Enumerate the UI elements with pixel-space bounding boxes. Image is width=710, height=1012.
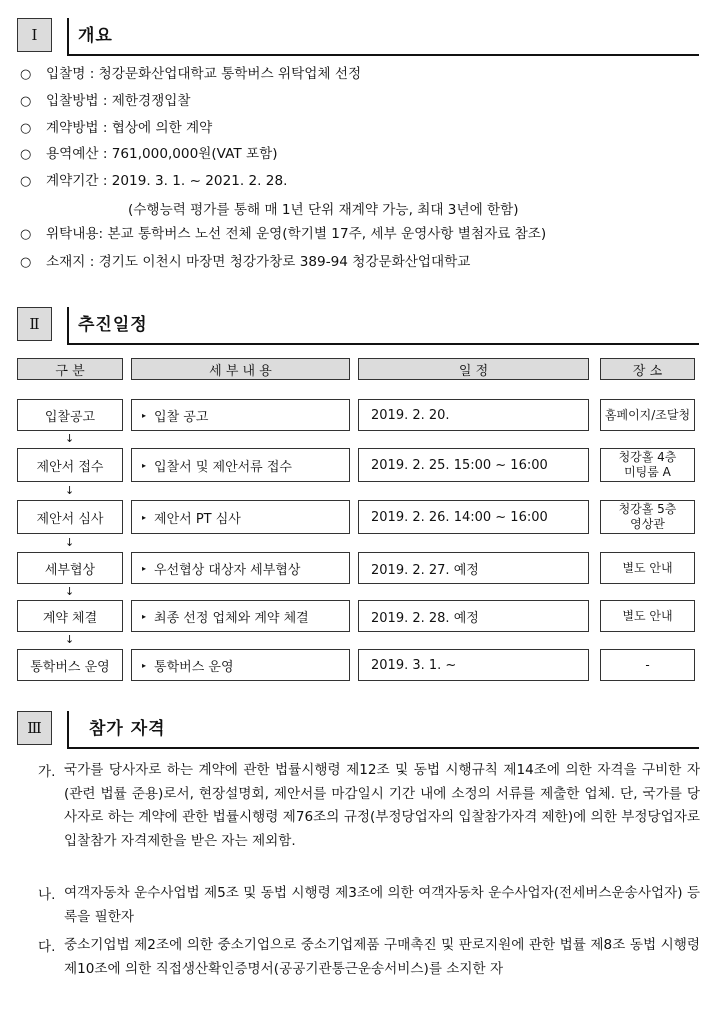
schedule-place-line: 청강홀 5층	[618, 502, 677, 516]
circle-bullet-icon: ○	[20, 94, 32, 109]
schedule-place	[600, 649, 695, 681]
section-1-number: Ⅰ	[17, 18, 52, 52]
schedule-stage: 계약 체결	[17, 600, 123, 632]
section-3-title: 참가 자격	[89, 719, 166, 739]
contract-period-note: (수행능력 평가를 통해 매 1년 단위 재계약 가능, 최대 3년에 한함)	[128, 202, 519, 218]
overview-item-contract-period	[20, 170, 287, 192]
section-1-title: 개요	[78, 26, 113, 46]
section-underline	[67, 54, 699, 56]
schedule-header-place: 장 소	[600, 358, 695, 380]
section-divider	[67, 307, 69, 343]
schedule-place	[600, 448, 695, 482]
schedule-detail-text: 입찰서 및 제안서류 접수	[154, 459, 292, 475]
overview-item-bid-name	[20, 63, 361, 85]
schedule-place-line: 청강홀 4층	[618, 450, 677, 464]
schedule-date: 2019. 2. 25. 15:00 ~ 16:00	[358, 448, 589, 482]
triangle-bullet-icon: ▸	[142, 512, 147, 522]
schedule-place-line: 홈페이지/조달청	[604, 407, 691, 422]
schedule-detail-text: 최종 선정 업체와 계약 체결	[154, 610, 309, 626]
schedule-place	[600, 552, 695, 584]
schedule-detail	[131, 500, 350, 534]
qualification-label: 가.	[38, 764, 56, 780]
schedule-date: 2019. 2. 28. 예정	[358, 600, 589, 632]
schedule-detail	[131, 448, 350, 482]
section-divider	[67, 18, 69, 54]
triangle-bullet-icon: ▸	[142, 563, 147, 573]
overview-text: 소재지 : 경기도 이천시 마장면 청강가창로 389-94 청강문화산업대학교	[46, 254, 471, 270]
qualification-text: 국가를 당사자로 하는 계약에 관한 법률시행령 제12조 및 동법 시행규칙 제14조에 의한 자격을 구비한 자(관련 법률 준용)로서, 현장설명회, 제안서를 마감일시 기간 내에 소정의 서류를 제출한 업체. 단, 국가를 당사자로 하는 계약에 관한 법률시행령 제76조의 규정(부정당업자의 입찰참가자격 제한)에 의한 부정당업자로 입찰참가 자격제한을 받은 자는 제외함.	[64, 762, 700, 849]
circle-bullet-icon: ○	[20, 147, 32, 162]
triangle-bullet-icon: ▸	[142, 611, 147, 621]
overview-item-location	[20, 251, 470, 273]
circle-bullet-icon: ○	[20, 255, 32, 270]
triangle-bullet-icon: ▸	[142, 460, 147, 470]
section-3-number: Ⅲ	[17, 711, 52, 745]
schedule-detail	[131, 600, 350, 632]
schedule-date: 2019. 2. 20.	[358, 399, 589, 431]
schedule-detail	[131, 552, 350, 584]
section-2-number: Ⅱ	[17, 307, 52, 341]
overview-text: 계약방법 : 협상에 의한 계약	[46, 120, 213, 136]
overview-text: 입찰명 : 청강문화산업대학교 통학버스 위탁업체 선정	[46, 66, 362, 82]
schedule-detail-text: 입찰 공고	[154, 409, 209, 425]
qualification-label: 다.	[38, 939, 56, 955]
schedule-place	[600, 600, 695, 632]
section-underline	[67, 747, 699, 749]
circle-bullet-icon: ○	[20, 227, 32, 242]
overview-text: 위탁내용: 본교 통학버스 노선 전체 운영(학기별 17주, 세부 운영사항 별첨자료 참조)	[46, 226, 547, 242]
overview-item-budget	[20, 143, 278, 165]
qualification-text: 중소기업법 제2조에 의한 중소기업으로 중소기업제품 구매촉진 및 판로지원에 관한 법률 제8조 동법 시행령 제10조에 의한 직접생산확인증명서(공공기관통근운송서비스)를 소지한 자	[64, 937, 700, 977]
schedule-detail-text: 통학버스 운영	[154, 659, 234, 675]
qualification-text: 여객자동차 운수사업법 제5조 및 동법 시행령 제3조에 의한 여객자동차 운수사업자(전세버스운송사업자) 등록을 필한자	[64, 885, 700, 925]
circle-bullet-icon: ○	[20, 67, 32, 82]
down-arrow-icon: ↓	[65, 633, 75, 646]
circle-bullet-icon: ○	[20, 174, 32, 189]
section-underline	[67, 343, 699, 345]
schedule-stage: 제안서 심사	[17, 500, 123, 534]
circle-bullet-icon: ○	[20, 121, 32, 136]
schedule-place-line: -	[645, 657, 650, 672]
schedule-place-line: 별도 안내	[622, 608, 673, 623]
schedule-stage: 입찰공고	[17, 399, 123, 431]
schedule-detail	[131, 649, 350, 681]
schedule-date: 2019. 2. 27. 예정	[358, 552, 589, 584]
schedule-detail-text: 우선협상 대상자 세부협상	[154, 562, 301, 578]
section-2-header	[17, 307, 699, 345]
overview-text: 입찰방법 : 제한경쟁입찰	[46, 93, 191, 109]
qualification-label: 나.	[38, 887, 56, 903]
down-arrow-icon: ↓	[65, 484, 75, 497]
schedule-place-line: 미팅룸 A	[624, 465, 671, 479]
section-3-header	[17, 711, 699, 749]
down-arrow-icon: ↓	[65, 585, 75, 598]
overview-item-bid-method	[20, 90, 191, 112]
schedule-header-date: 일 정	[358, 358, 589, 380]
overview-item-contents	[20, 223, 546, 245]
down-arrow-icon: ↓	[65, 432, 75, 445]
schedule-stage: 제안서 접수	[17, 448, 123, 482]
schedule-detail	[131, 399, 350, 431]
schedule-place-line: 별도 안내	[622, 560, 673, 575]
overview-item-contract-method	[20, 117, 212, 139]
schedule-stage: 세부협상	[17, 552, 123, 584]
schedule-place	[600, 399, 695, 431]
section-1-header	[17, 18, 699, 56]
overview-text: 계약기간 : 2019. 3. 1. ~ 2021. 2. 28.	[46, 173, 288, 189]
schedule-date: 2019. 2. 26. 14:00 ~ 16:00	[358, 500, 589, 534]
overview-text: 용역예산 : 761,000,000원(VAT 포함)	[46, 146, 278, 162]
schedule-place-line: 영상관	[630, 517, 665, 531]
schedule-stage: 통학버스 운영	[17, 649, 123, 681]
down-arrow-icon: ↓	[65, 536, 75, 549]
schedule-place	[600, 500, 695, 534]
section-2-title: 추진일정	[78, 315, 148, 335]
section-divider	[67, 711, 69, 747]
schedule-header-stage: 구 분	[17, 358, 123, 380]
triangle-bullet-icon: ▸	[142, 410, 147, 420]
schedule-header-detail: 세 부 내 용	[131, 358, 350, 380]
triangle-bullet-icon: ▸	[142, 660, 147, 670]
schedule-detail-text: 제안서 PT 심사	[154, 511, 241, 527]
schedule-date: 2019. 3. 1. ~	[358, 649, 589, 681]
